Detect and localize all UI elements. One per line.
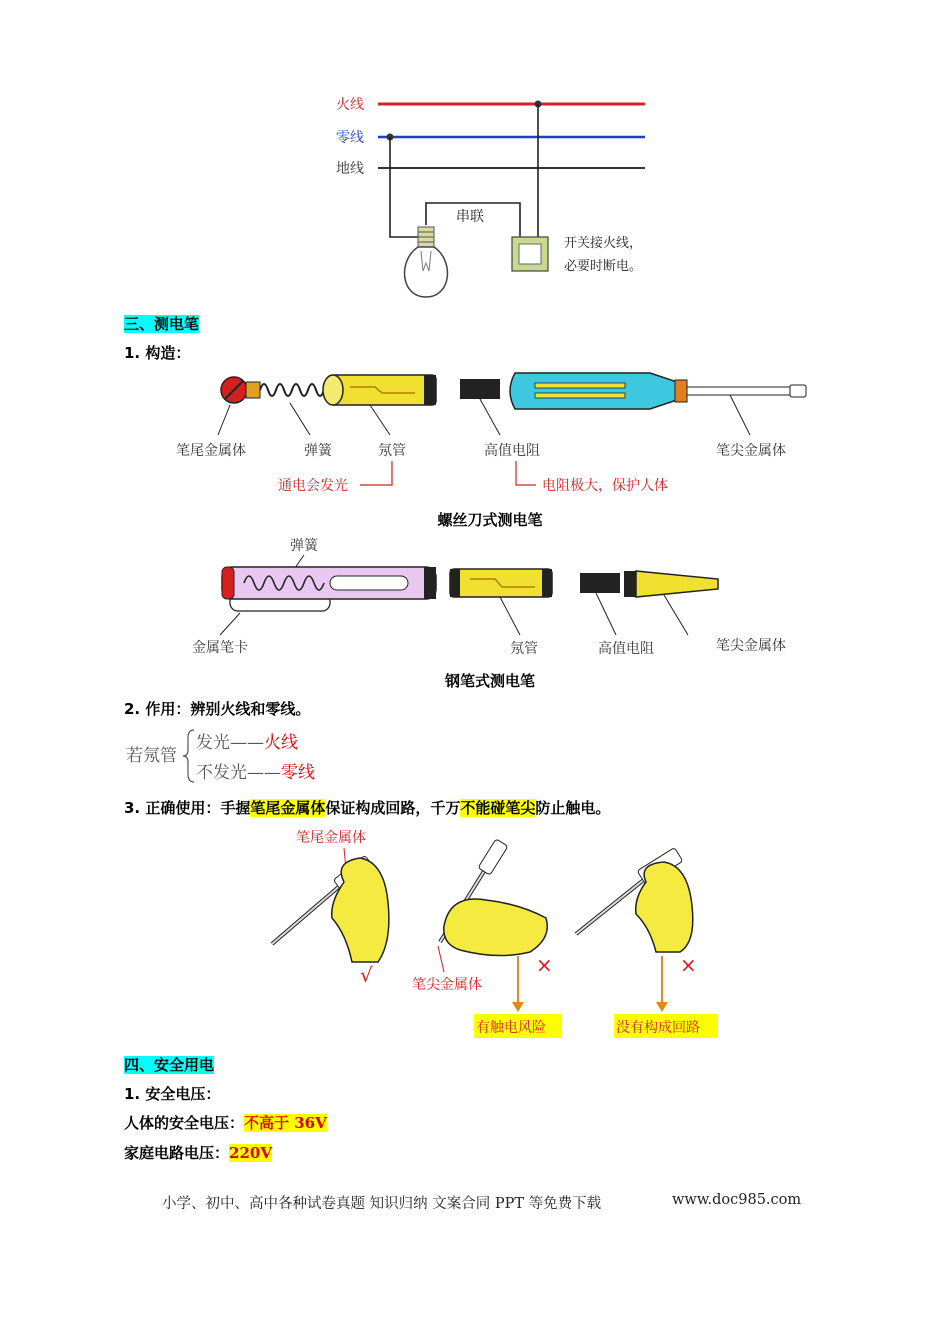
ground-wire-label: 地线 — [336, 161, 364, 177]
tail-metal-icon — [221, 377, 260, 403]
home-voltage-line — [124, 1142, 272, 1163]
label-resistor: 高值电阻 — [484, 443, 540, 459]
screwdriver-tester-diagram — [170, 365, 820, 500]
hands-tip-label: 笔尖金属体 — [412, 977, 482, 993]
label-tail-metal: 笔尾金属体 — [176, 443, 246, 459]
resistor-icon — [460, 379, 500, 399]
footer-text: 小学、初中、高中各种试卷真题 知识归纳 文案合同 PPT 等免费下载 — [162, 1196, 602, 1212]
pen-neon-tube-icon — [450, 569, 552, 597]
check-mark: √ — [360, 963, 373, 987]
neon-tube-icon — [323, 375, 436, 405]
tester-handle-icon — [510, 373, 806, 409]
brace-row1-result: 火线 — [264, 733, 298, 753]
brace-prefix: 若氖管 — [126, 746, 177, 766]
hand-risk-icon — [440, 839, 547, 956]
series-label: 串联 — [456, 209, 484, 225]
pen-label-neon-tube: 氖管 — [510, 641, 538, 657]
usage-text-3: 防止触电。 — [535, 799, 611, 817]
usage-text-1: 3. 正确使用：手握 — [124, 799, 251, 817]
function-heading: 2. 作用：辨别火线和零线。 — [124, 700, 311, 718]
hand-correct-icon — [272, 855, 389, 962]
section4-title: 四、安全用电 — [124, 1056, 215, 1074]
brace-icon — [182, 728, 196, 784]
pen-label-clip: 金属笔卡 — [192, 640, 248, 656]
usage-highlight-tip: 不能碰笔尖 — [460, 799, 536, 817]
pen-tester-diagram — [180, 535, 820, 660]
label-spring: 弹簧 — [304, 443, 332, 459]
tester-usage-illustration — [260, 822, 720, 1042]
label-neon-tube: 氖管 — [378, 443, 406, 459]
hands-tail-label: 笔尾金属体 — [296, 830, 366, 846]
home-voltage-label: 家庭电路电压： — [124, 1144, 230, 1162]
label-tip-metal: 笔尖金属体 — [716, 443, 786, 459]
switch-icon — [512, 237, 548, 271]
cross-mark-2: × — [680, 953, 697, 977]
voltage-heading: 1. 安全电压： — [124, 1085, 221, 1103]
neon-brace-block — [126, 728, 366, 784]
section3-title: 三、测电笔 — [124, 315, 200, 333]
resistance-note: 电阻极大，保护人体 — [542, 478, 668, 494]
screwdriver-caption: 螺丝刀式测电笔 — [437, 511, 543, 529]
home-voltage-value: 220V — [229, 1144, 272, 1162]
circuit-diagram — [320, 85, 670, 305]
usage-text-2: 保证构成回路，千万 — [325, 799, 461, 817]
usage-highlight-tail: 笔尾金属体 — [250, 799, 326, 817]
pen-caption: 钢笔式测电笔 — [444, 672, 535, 690]
construction-heading: 1. 构造： — [124, 344, 191, 362]
switch-note-line2: 必要时断电。 — [564, 259, 643, 274]
switch-note-line1: 开关接火线， — [564, 236, 643, 251]
usage-line — [124, 797, 610, 818]
pen-body-icon — [222, 567, 436, 611]
brace-row2-result: 零线 — [281, 763, 315, 783]
cross-mark-1: × — [536, 953, 553, 977]
no-loop-label: 没有构成回路 — [616, 1020, 700, 1036]
pen-tip-icon — [624, 571, 718, 597]
risk-label: 有触电风险 — [476, 1020, 546, 1036]
neutral-wire-label: 零线 — [336, 130, 364, 146]
footer-url[interactable]: www.doc985.com — [672, 1192, 802, 1208]
body-voltage-label: 人体的安全电压： — [124, 1114, 245, 1132]
body-voltage-value: 不高于 36V — [244, 1114, 327, 1132]
pen-label-resistor: 高值电阻 — [598, 641, 654, 657]
pen-resistor-icon — [580, 573, 620, 593]
brace-row1-condition: 发光—— — [196, 733, 264, 753]
glow-note: 通电会发光 — [278, 478, 348, 494]
hand-no-loop-icon — [576, 848, 693, 952]
pen-label-spring: 弹簧 — [290, 538, 318, 554]
pen-label-tip-metal: 笔尖金属体 — [716, 638, 786, 654]
body-voltage-line — [124, 1112, 327, 1133]
brace-row2-condition: 不发光—— — [196, 763, 281, 783]
live-wire-label: 火线 — [336, 97, 364, 113]
